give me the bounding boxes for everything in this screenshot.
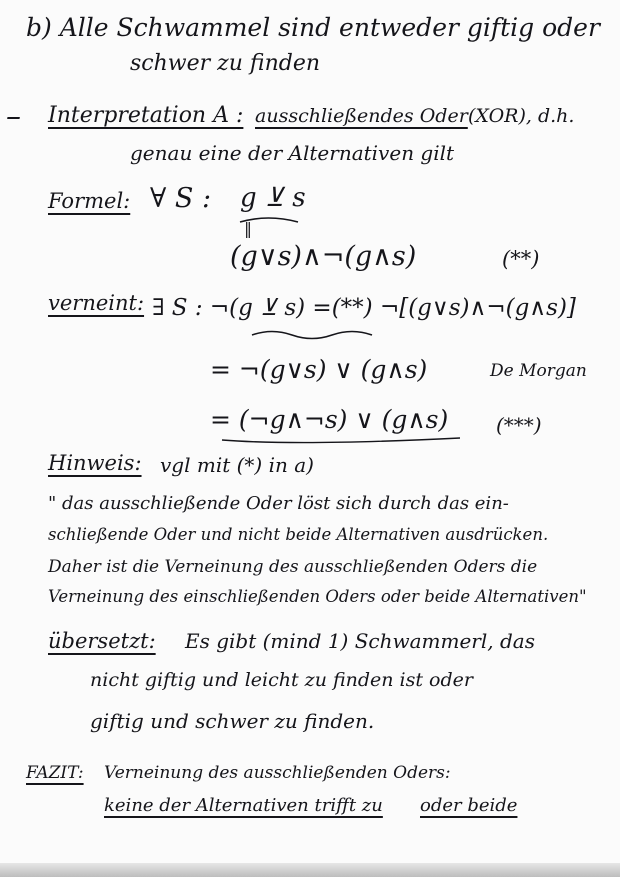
interpretation-explanation: genau eine der Alternativen gilt	[130, 141, 455, 165]
final-step-underline	[222, 438, 460, 443]
scan-bottom-edge	[0, 863, 620, 877]
negated-formula: ∃ S : ¬(g ⊻ s) =(**) ¬[(g∨s)∧¬(g∧s)]	[152, 295, 576, 321]
forall-quantifier: ∀ S :	[150, 183, 212, 214]
hint-text: vgl mit (*) in a)	[160, 453, 314, 477]
conclusion-line-2: keine der Alternativen trifft zu	[104, 795, 383, 816]
xor-term: ausschließendes Oder	[255, 105, 468, 127]
translation-line-3: giftig und schwer zu finden.	[90, 709, 375, 733]
conclusion-line-1: Verneinung des ausschließenden Oders:	[104, 763, 451, 783]
de-morgan-step: = ¬(g∨s) ∨ (g∧s)	[210, 355, 428, 384]
interpretation-label: Interpretation A :	[48, 103, 244, 128]
translation-line-1: Es gibt (mind 1) Schwammerl, das	[185, 629, 535, 653]
final-negation-step: = (¬g∧¬s) ∨ (g∧s)	[210, 405, 449, 434]
equivalence-mark: ‖	[244, 219, 252, 238]
final-negation-tag: (***)	[496, 413, 542, 437]
negation-wavy-underline	[252, 332, 372, 339]
conclusion-line-2-end: oder beide	[420, 795, 518, 816]
interpretation-dash: –	[6, 99, 21, 134]
hint-quote-line-1: " das ausschließende Oder löst sich durch das ein-	[48, 493, 509, 514]
section-heading: b) Alle Schwammel sind entweder giftig oder	[26, 13, 600, 42]
xor-abbreviation: (XOR), d.h.	[468, 105, 575, 127]
translation-line-2: nicht giftig und leicht zu finden ist oder	[90, 669, 473, 691]
hint-quote-line-2: schließende Oder und nicht beide Alternativen ausdrücken.	[48, 525, 549, 544]
formula-tag: (**)	[502, 247, 540, 271]
hint-quote-line-3: Daher ist die Verneinung des ausschließenden Oders die	[48, 557, 538, 577]
conclusion-label: FAZIT:	[26, 763, 84, 783]
de-morgan-note: De Morgan	[490, 361, 587, 381]
xor-formula: g ⊻ s	[240, 183, 306, 213]
formula-label: Formel:	[48, 189, 131, 213]
hint-quote-line-4: Verneinung des einschließenden Oders oder beide Alternativen"	[48, 587, 587, 606]
hint-label: Hinweis:	[48, 451, 142, 475]
negation-label: verneint:	[48, 291, 145, 315]
xor-expansion: (g∨s)∧¬(g∧s)	[230, 241, 417, 272]
translation-label: übersetzt:	[48, 629, 156, 653]
section-heading-continuation: schwer zu finden	[130, 51, 321, 76]
xor-brace-stroke	[240, 218, 298, 222]
